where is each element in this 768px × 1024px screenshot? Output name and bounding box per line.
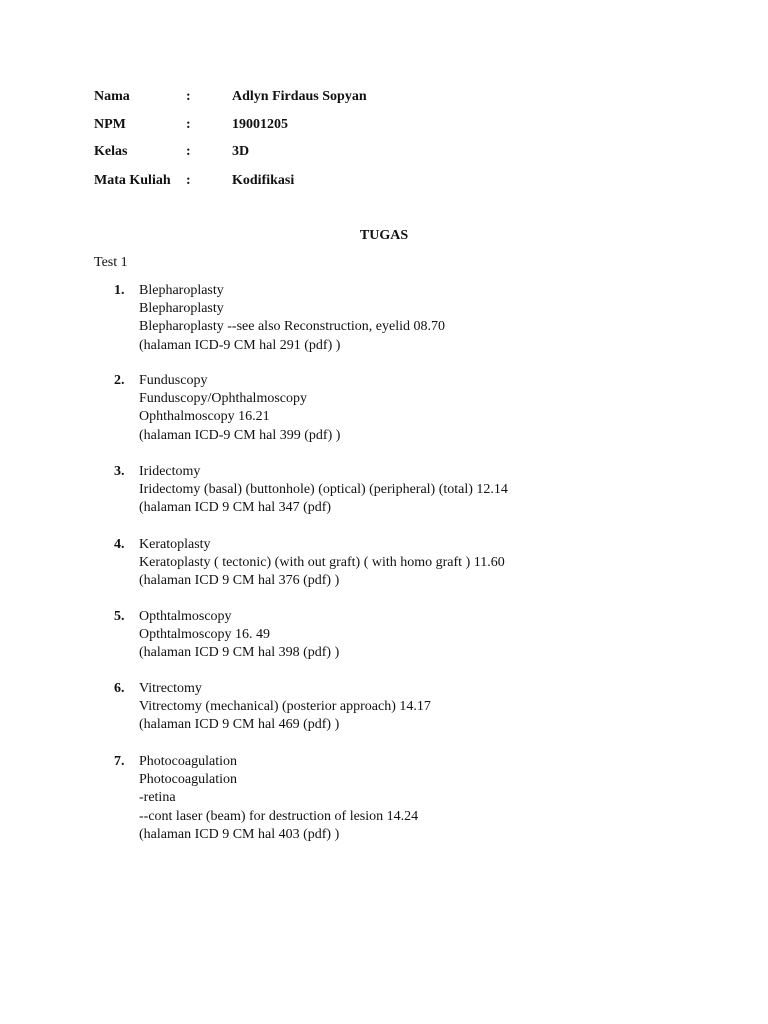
info-label-kelas: Kelas	[94, 144, 128, 159]
item-line: (halaman ICD 9 CM hal 398 (pdf) )	[139, 645, 340, 661]
item-line: Opthtalmoscopy 16. 49	[139, 627, 271, 643]
item-number: 5.	[114, 609, 125, 624]
item-number: 4.	[114, 537, 125, 552]
item-line: (halaman ICD 9 CM hal 403 (pdf) )	[139, 826, 340, 842]
item-line: Photocoagulation	[139, 772, 237, 788]
item-number: 7.	[114, 754, 125, 769]
item-line: Blepharoplasty	[139, 301, 224, 317]
item-line: (halaman ICD 9 CM hal 376 (pdf) )	[139, 573, 340, 589]
info-colon: :	[186, 144, 191, 159]
item-line: Funduscopy	[139, 373, 208, 388]
info-colon: :	[186, 89, 191, 104]
item-number: 6.	[114, 681, 125, 696]
item-line: Blepharoplasty --see also Reconstruction, eyelid 08.70	[139, 319, 445, 335]
item-line: (halaman ICD-9 CM hal 399 (pdf) )	[139, 427, 341, 443]
item-number: 3.	[114, 464, 125, 479]
item-line: (halaman ICD 9 CM hal 347 (pdf)	[139, 500, 332, 516]
item-line: Ophthalmoscopy 16.21	[139, 409, 270, 425]
info-label-mata-kuliah: Mata Kuliah	[94, 173, 171, 188]
item-line: Keratoplasty ( tectonic) (with out graft) ( with homo graft ) 11.60	[139, 555, 505, 571]
item-line: Vitrectomy (mechanical) (posterior approach) 14.17	[139, 699, 431, 715]
test-heading: Test 1	[94, 255, 128, 270]
item-line: Vitrectomy	[139, 681, 202, 696]
item-line: Opthtalmoscopy	[139, 609, 232, 624]
item-line: Funduscopy/Ophthalmoscopy	[139, 391, 307, 407]
item-line: Iridectomy	[139, 464, 201, 479]
item-line: Keratoplasty	[139, 537, 211, 552]
info-colon: :	[186, 173, 191, 188]
info-value-npm: 19001205	[232, 117, 288, 132]
item-line: (halaman ICD-9 CM hal 291 (pdf) )	[139, 337, 341, 353]
info-value-mata-kuliah: Kodifikasi	[232, 173, 295, 188]
info-label-npm: NPM	[94, 117, 126, 132]
info-colon: :	[186, 117, 191, 132]
item-line: --cont laser (beam) for destruction of lesion 14.24	[139, 808, 419, 824]
item-line: -retina	[139, 790, 176, 806]
item-number: 1.	[114, 283, 125, 298]
item-line: (halaman ICD 9 CM hal 469 (pdf) )	[139, 717, 340, 733]
info-value-kelas: 3D	[232, 144, 250, 159]
item-line: Blepharoplasty	[139, 283, 224, 298]
item-line: Photocoagulation	[139, 754, 237, 769]
info-value-nama: Adlyn Firdaus Sopyan	[232, 89, 367, 104]
info-label-nama: Nama	[94, 89, 130, 104]
item-line: Iridectomy (basal) (buttonhole) (optical) (peripheral) (total) 12.14	[139, 482, 508, 498]
page-title: TUGAS	[359, 228, 409, 243]
item-number: 2.	[114, 373, 125, 388]
